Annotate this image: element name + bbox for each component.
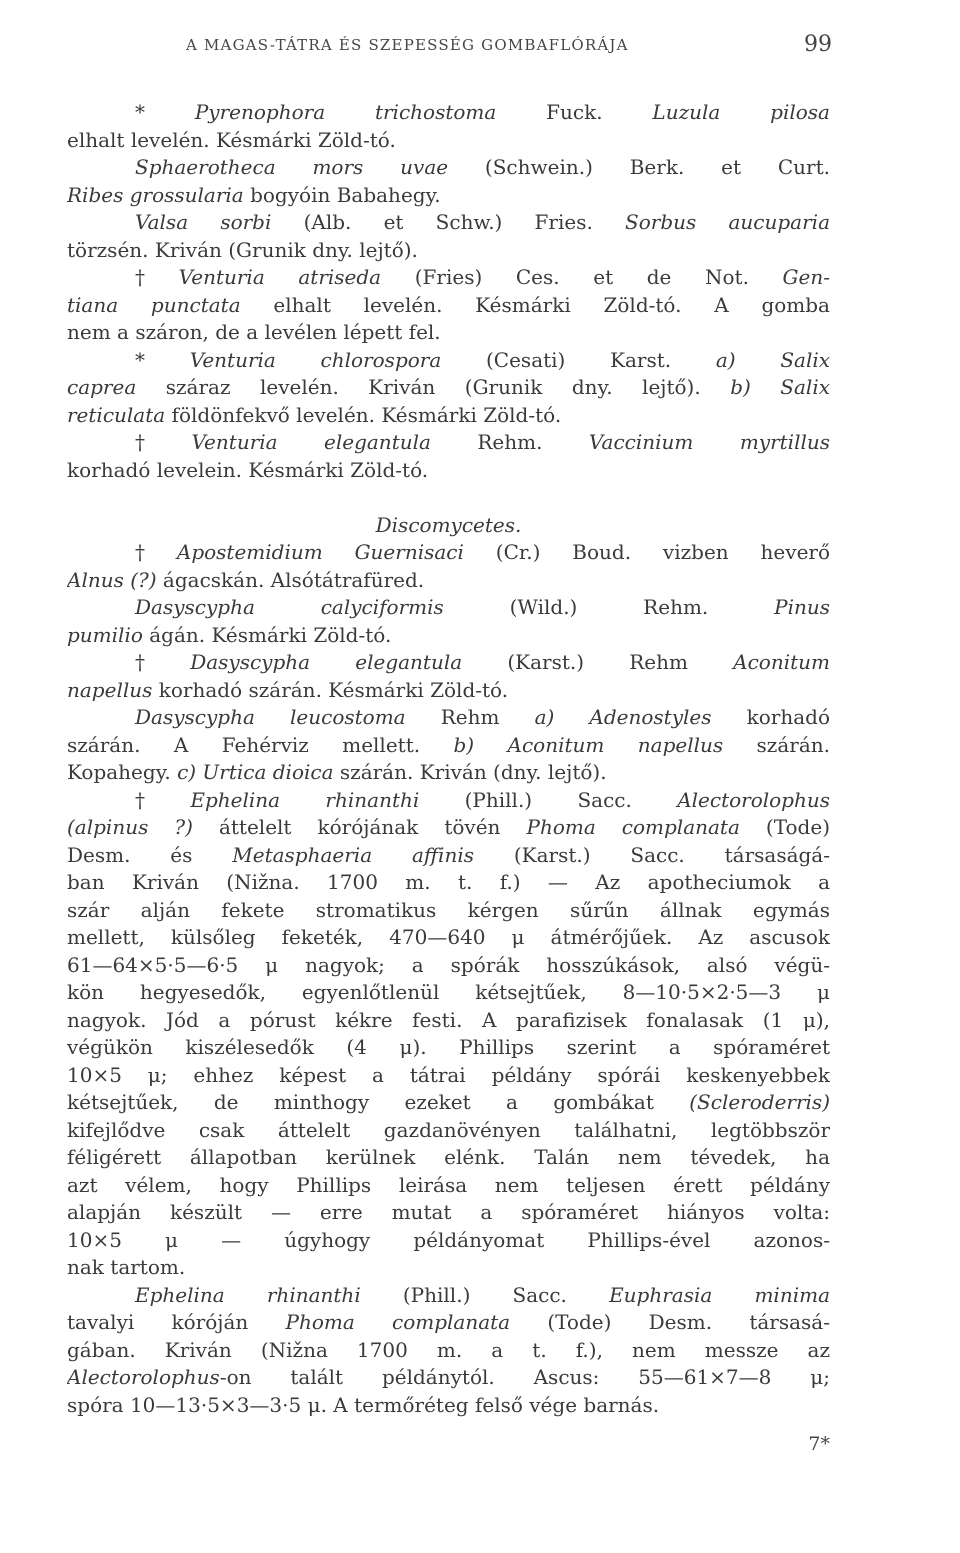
italic-run: Phoma complanata bbox=[285, 1310, 511, 1334]
italic-run: Luzula pilosa bbox=[652, 100, 830, 124]
text-run: nagyok. Jód a pórust kékre festi. A parafizisek fonalasak (1 μ), bbox=[67, 1007, 830, 1032]
text-line bbox=[67, 759, 830, 787]
text-run: (Cesati) Karst. bbox=[441, 347, 716, 372]
text-line bbox=[67, 1172, 830, 1200]
text-line bbox=[67, 979, 830, 1007]
text-run: nem a száron, de a levélen lépett fel. bbox=[67, 320, 441, 344]
italic-run: Euphrasia minima bbox=[609, 1282, 830, 1307]
text-run: gában. Kriván (Nižna 1700 m. a t. f.), nem messze az bbox=[67, 1337, 830, 1362]
text-run: elhalt levelén. Késmárki Zöld-tó. bbox=[67, 127, 396, 152]
italic-run: Discomycetes. bbox=[375, 512, 522, 537]
text-run: tavalyi kóróján bbox=[67, 1310, 286, 1334]
text-line bbox=[67, 677, 830, 705]
italic-run: napellus bbox=[67, 677, 153, 702]
italic-run: Dasyscypha elegantula bbox=[190, 650, 463, 674]
text-line bbox=[67, 732, 830, 760]
italic-run: pumilio bbox=[67, 622, 143, 647]
italic-run: Pinus bbox=[774, 595, 830, 619]
text-line bbox=[67, 649, 830, 677]
text-line bbox=[67, 924, 830, 952]
text-run: † bbox=[135, 430, 192, 454]
italic-run: tiana punctata bbox=[67, 292, 241, 317]
italic-run: (Scleroderris) bbox=[689, 1090, 830, 1114]
italic-run: c) Urtica dioica bbox=[177, 760, 334, 784]
text-run: kön hegyesedők, egyenlőtlenül kétsejtűek, 8—10·5×2·5—3 μ bbox=[67, 980, 830, 1004]
italic-run: b) Aconitum napellus bbox=[453, 732, 724, 757]
text-run: szár alján fekete stromatikus kérgen sűrűn állnak egymás bbox=[67, 897, 830, 922]
text-line bbox=[67, 1089, 830, 1117]
text-run: 10×5 μ; ehhez képest a tátrai példány spórái keskenyebbek bbox=[67, 1062, 830, 1087]
text-line bbox=[67, 484, 830, 512]
text-run: Rehm bbox=[405, 705, 535, 729]
text-run: (Fries) Ces. et de Not. bbox=[381, 265, 783, 289]
text-line bbox=[67, 319, 830, 347]
text-line bbox=[67, 1392, 830, 1420]
italic-run: caprea bbox=[67, 375, 137, 399]
text-run: (Phill.) Sacc. bbox=[419, 787, 678, 812]
italic-run: Pyrenophora trichostoma bbox=[194, 100, 497, 124]
text-line bbox=[67, 237, 830, 265]
text-line bbox=[67, 1282, 830, 1310]
running-title: A MAGAS-TÁTRA ÉS SZEPESSÉG GOMBAFLÓRÁJA bbox=[186, 36, 629, 54]
text-line bbox=[67, 1034, 830, 1062]
text-run: alapján készült — erre mutat a spóraméret hiányos volta: bbox=[67, 1200, 830, 1224]
text-run: szárán. Kriván (dny. lejtő). bbox=[333, 760, 607, 784]
text-run: 10×5 μ — úgyhogy példányomat Phillips-ével azonos- bbox=[67, 1227, 830, 1252]
italic-run: Metasphaeria affinis bbox=[232, 842, 474, 867]
text-run: † bbox=[135, 650, 191, 674]
text-run: 61—64×5·5—6·5 μ nagyok; a spórák hosszúkások, alsó végü- bbox=[67, 952, 830, 977]
text-run: (Karst.) Sacc. társaságá- bbox=[474, 842, 830, 867]
text-run: elhalt levelén. Késmárki Zöld-tó. A gomba bbox=[240, 292, 830, 317]
text-run: (Schwein.) Berk. et Curt. bbox=[448, 155, 830, 179]
text-run: † bbox=[135, 787, 191, 812]
text-run: ágacskán. Alsótátrafüred. bbox=[156, 567, 425, 592]
text-line bbox=[67, 897, 830, 925]
text-line bbox=[67, 787, 830, 815]
italic-run: Venturia elegantula bbox=[191, 430, 431, 454]
italic-run: (alpinus ?) bbox=[67, 815, 193, 839]
text-run: korhadó bbox=[711, 705, 830, 729]
text-run: spóra 10—13·5×3—3·5 μ. A termőréteg felső vége barnás. bbox=[67, 1392, 660, 1417]
text-run: bogyóin Babahegy. bbox=[243, 182, 441, 207]
italic-run: Vaccinium myrtillus bbox=[588, 430, 830, 454]
text-run: Kopahegy. bbox=[67, 760, 178, 784]
text-run: áttelelt kórójának tövén bbox=[192, 815, 527, 839]
text-line bbox=[67, 539, 830, 567]
italic-run: Ephelina rhinanthi bbox=[190, 787, 420, 812]
text-run: azt vélem, hogy Phillips leirása nem teljesen érett példány bbox=[67, 1172, 830, 1197]
text-run: nak tartom. bbox=[67, 1255, 186, 1279]
text-run: Rehm. bbox=[430, 430, 589, 454]
text-run: (Tode) Desm. társasá- bbox=[510, 1310, 830, 1334]
text-line bbox=[67, 622, 830, 650]
text-line bbox=[67, 704, 830, 732]
text-run: végükön kiszélesedők (4 μ). Phillips szerint a spóraméret bbox=[67, 1035, 830, 1059]
italic-run: Valsa sorbi bbox=[135, 210, 272, 234]
text-line bbox=[67, 264, 830, 292]
text-line bbox=[67, 567, 830, 595]
italic-run: a) Adenostyles bbox=[534, 705, 712, 729]
italic-run: reticulata bbox=[67, 402, 166, 427]
text-line bbox=[67, 1364, 830, 1392]
running-header bbox=[186, 32, 832, 62]
italic-run: Ephelina rhinanthi bbox=[135, 1282, 361, 1307]
italic-run: Ribes grossularia bbox=[67, 182, 244, 207]
text-line bbox=[67, 1117, 830, 1145]
text-run: törzsén. Kriván (Grunik dny. lejtő). bbox=[67, 237, 418, 262]
text-run: ágán. Késmárki Zöld-tó. bbox=[142, 622, 392, 647]
text-line bbox=[67, 1062, 830, 1090]
text-line bbox=[67, 292, 830, 320]
text-run: Desm. és bbox=[67, 842, 233, 867]
text-run: korhadó szárán. Késmárki Zöld-tó. bbox=[152, 677, 509, 702]
text-line bbox=[67, 814, 830, 842]
italic-run: Alnus (?) bbox=[67, 567, 157, 592]
italic-run: Apostemidium Guernisaci bbox=[176, 540, 464, 564]
text-line bbox=[67, 209, 830, 237]
text-run: kifejlődve csak áttelelt gazdanövényen találhatni, legtöbbször bbox=[67, 1117, 830, 1142]
text-line bbox=[67, 182, 830, 210]
printer-signature: 7* bbox=[808, 1433, 830, 1455]
text-run: (Alb. et Schw.) Fries. bbox=[271, 210, 626, 234]
text-run: -on talált példánytól. Ascus: 55—61×7—8 μ; bbox=[219, 1365, 830, 1389]
page-number: 99 bbox=[804, 32, 832, 57]
text-run: féligérett állapotban kerülnek elénk. Talán nem tévedek, ha bbox=[67, 1145, 830, 1169]
text-run: Fuck. bbox=[496, 100, 653, 124]
text-run: (Karst.) Rehm bbox=[462, 650, 734, 674]
text-run: mellett, külsőleg feketék, 470—640 μ átmérőjűek. Az ascusok bbox=[67, 925, 830, 949]
italic-run: Venturia atriseda bbox=[178, 265, 382, 289]
text-run: földönfekvő levelén. Késmárki Zöld-tó. bbox=[165, 402, 562, 427]
text-line bbox=[67, 1144, 830, 1172]
text-line bbox=[67, 1309, 830, 1337]
text-line bbox=[67, 1007, 830, 1035]
italic-run: Aconitum bbox=[733, 650, 830, 674]
text-line bbox=[67, 1199, 830, 1227]
italic-run: Sphaerotheca mors uvae bbox=[135, 155, 449, 179]
italic-run: Alectorolophus bbox=[67, 1365, 220, 1389]
italic-run: a) Salix bbox=[715, 347, 830, 372]
text-line bbox=[67, 99, 830, 127]
text-run: (Wild.) Rehm. bbox=[443, 595, 775, 619]
text-run: † bbox=[135, 540, 177, 564]
italic-run: Sorbus aucuparia bbox=[625, 210, 830, 234]
text-line bbox=[67, 374, 830, 402]
text-line bbox=[67, 1227, 830, 1255]
italic-run: Dasyscypha leucostoma bbox=[135, 705, 406, 729]
text-line bbox=[67, 952, 830, 980]
text-run: kétsejtűek, de minthogy ezeket a gombákat bbox=[67, 1090, 690, 1114]
italic-run: Gen- bbox=[782, 265, 830, 289]
text-run: * bbox=[135, 347, 190, 372]
text-line bbox=[67, 1254, 830, 1282]
text-line bbox=[67, 127, 830, 155]
text-run: száraz levelén. Kriván (Grunik dny. lejtő). bbox=[136, 375, 731, 399]
text-line bbox=[67, 869, 830, 897]
text-run: szárán. A Fehérviz mellett. bbox=[67, 732, 454, 757]
text-run: (Tode) bbox=[739, 815, 830, 839]
text-run: (Phill.) Sacc. bbox=[360, 1282, 610, 1307]
text-line bbox=[67, 512, 830, 540]
text-line bbox=[67, 457, 830, 485]
italic-run: Venturia chlorospora bbox=[189, 347, 442, 372]
text-line bbox=[67, 429, 830, 457]
italic-run: b) Salix bbox=[730, 375, 830, 399]
text-line bbox=[67, 594, 830, 622]
text-run: * bbox=[135, 100, 195, 124]
italic-run: Dasyscypha calyciformis bbox=[135, 595, 444, 619]
text-run: korhadó levelein. Késmárki Zöld-tó. bbox=[67, 457, 429, 482]
text-line bbox=[67, 842, 830, 870]
text-run: szárán. bbox=[723, 732, 830, 757]
text-line bbox=[67, 1337, 830, 1365]
text-run: † bbox=[135, 265, 179, 289]
text-line bbox=[67, 347, 830, 375]
italic-run: Phoma complanata bbox=[526, 815, 740, 839]
text-body bbox=[67, 99, 830, 1419]
text-run: (Cr.) Boud. vizben heverő bbox=[463, 540, 830, 564]
text-run: ban Kriván (Nižna. 1700 m. t. f.) — Az apotheciumok a bbox=[67, 870, 830, 894]
italic-run: Alectorolophus bbox=[677, 787, 830, 812]
text-line bbox=[67, 402, 830, 430]
text-line bbox=[67, 154, 830, 182]
